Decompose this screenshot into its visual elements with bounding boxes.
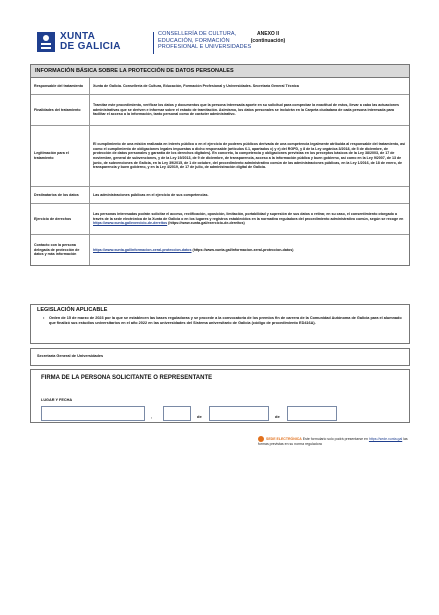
annex-subtitle: (continuación) [250,38,286,44]
xunta-logo-icon [36,31,56,53]
table-row [31,126,409,187]
footer-note [258,436,408,446]
legislation-section [30,304,410,344]
month-input[interactable] [209,406,269,421]
dpo-link-suffix: (https://www.xunta.gal/informacion-xeral-proteccion-datos) [192,247,294,252]
row-value [90,126,409,186]
header [36,30,406,56]
row-value-text: Xunta de Galicia. Consellería de Cultura, Educación, Formación Profesional y Universidades. Secretaría General Técnica [93,83,299,88]
row-value [90,235,409,265]
table-row [31,235,409,265]
logo-divider [153,32,154,54]
legislation-title: LEGISLACIÓN APLICABLE [37,307,108,313]
department-name [158,31,251,51]
row-value [90,204,409,234]
sede-link[interactable]: https://sede.xunta.gal [368,436,403,441]
annex-title: ANEXO II [257,31,279,37]
row-value-text: Tramitar este procedimiento, verificar los datos y documentos que la persona interesada aporte en su solicitud para comprobar la exactitud de estos, llevar a cabo las actuaciones administrativas que se deriven e informar sobre el estado de tramitación. Asimismo, los datos personales se incluirán en la Carpeta ciudadana de cada persona interesada para facilitar el acceso a la información, tanto personal como de carácter administrativo. [93,103,399,117]
row-label: Finalidades del tratamiento [31,95,90,125]
row-value-text: Las administraciones públicas en el ejercicio de sus competencias. [93,192,209,197]
place-date-label: LUGAR Y FECHA [41,398,73,402]
rights-link[interactable]: https://www.xunta.gal/exercicio-de-dereitos [93,221,168,226]
table-row [31,187,409,204]
row-value-text: El cumplimiento de una misión realizada en interés público o en el ejercicio de poderes públicos derivada de una competencia legalmente atribuida al responsable del tratamiento, así como el cumplimiento de obligaciones legales impuestas a dicho responsable (artículos 6.1, apartados c) y e) del RGPD, y 8 de la Ley orgánica 3/2018, de 5 de diciembre, de protección de datos personales y garantía de los derechos digitales). En concreto, la competencia y obligaciones previstas en los preceptos básicos de la Ley 38/2003, de 17 de noviembre, general de subvenciones, y de la Ley 19/2013, de 9 de diciembre, de transparencia, acceso a la información pública y buen gobierno, así como en la Ley 9/2007, de 13 de junio, de subvenciones de Galicia, en la Ley 39/2015, de 1 de octubre, del procedimiento administrativo común de las administraciones públicas, en la Ley 1/2016, de 18 de enero, de transparencia y buen gobierno, y en la Ley 4/2019, de 17 de julio, de administración digital de Galicia. [93,142,406,170]
dept-line-3: PROFESIONAL E UNIVERSIDADES [158,44,252,50]
row-value-text [93,212,406,226]
de-separator-2: de [275,414,280,419]
annex-label [241,31,295,45]
row-value [90,187,409,203]
row-label: Destinatarios de los datos [31,187,90,203]
de-separator-1: de [197,414,202,419]
row-label: Contacto con la persona delegada de protección de datos y más información [31,235,90,265]
row-value [90,95,409,125]
footer-text-1: Este formulario solo podrá presentarse en [302,436,368,441]
row-value-text [93,248,293,253]
legislation-item [31,315,409,325]
rights-text: Las personas interesadas podrán solicitar el acceso, rectificación, oposición, limitación, portabilidad y supresión de sus datos o retirar, en su caso, el consentimiento otorgado a través de la sede electrónica de la Xunta de Galicia o en los lugares y registros establecidos en la normativa reguladora del procedimiento administrativo común, según se recoge en [93,212,404,221]
signature-section [30,369,410,423]
year-input[interactable] [287,406,337,421]
logo-line-2: DE GALICIA [60,41,121,52]
table-row [31,95,409,126]
sede-label: SEDE ELECTRÓNICA [266,436,302,441]
secretaria-box [30,348,410,366]
dept-line-2: EDUCACIÓN, FORMACIÓN [158,37,230,44]
dept-line-1: CONSELLERÍA DE CULTURA, [158,31,237,37]
row-label: Ejercicio de derechos [31,204,90,234]
data-protection-title: INFORMACIÓN BÁSICA SOBRE LA PROTECCIÓN DE DATOS PERSONALES [31,65,409,78]
data-protection-table [30,64,410,266]
rights-link-suffix: (https://www.xunta.gal/exercicio-de-dereitos) [168,221,245,226]
secretaria-text: Secretaría General de Universidades [37,354,104,358]
day-input[interactable] [163,406,191,421]
place-input[interactable] [41,406,145,421]
table-row [31,204,409,235]
footer-text-3: las formas previstas en su norma reguladora [258,436,408,446]
logo-text [60,32,121,52]
table-row [31,78,409,95]
row-label: Legitimación para el tratamiento [31,126,90,186]
dpo-link[interactable]: https://www.xunta.gal/informacion-xeral-proteccion-datos [93,247,192,252]
logo-line-1: XUNTA [60,31,96,42]
signature-title: FIRMA DE LA PERSONA SOLICITANTE O REPRESENTANTE [41,375,213,381]
bullet-icon: • [43,316,45,320]
row-value [90,78,409,94]
row-label: Responsable del tratamiento [31,78,90,94]
comma-separator: , [151,414,153,419]
legislation-text: Orden de 15 de marzo de 2023 por la que se establecen las bases reguladoras y se procede a la convocatoria de los premios fin de carrera de la Comunidad Autónoma de Galicia para el alumnado que finalizó sus estudios universitarios en el año 2022 en las universidades del Sistema universitario de Galicia (código de procedimiento ED416A). [49,316,402,325]
